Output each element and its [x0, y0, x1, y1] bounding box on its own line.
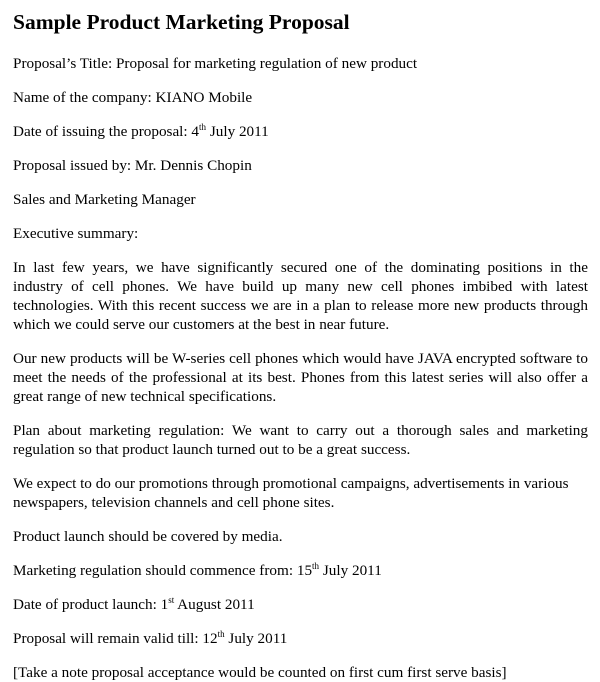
role-line: Sales and Marketing Manager — [13, 191, 196, 208]
issue-date-ordinal: th — [199, 122, 207, 132]
launch-date-line — [13, 595, 588, 614]
promotions-paragraph: We expect to do our promotions through promotional campaigns, advertisements in various newspapers, television channels and cell phone sites. — [13, 475, 569, 511]
document-title: Sample Product Marketing Proposal — [13, 10, 350, 34]
commence-date-ordinal: th — [312, 561, 320, 571]
proposal-title-line: Proposal’s Title: Proposal for marketing regulation of new product — [13, 55, 418, 72]
launch-date-ordinal: st — [168, 595, 175, 605]
valid-till-line — [13, 629, 588, 648]
issue-date-month-year: July 2011 — [206, 123, 269, 140]
media-line: Product launch should be covered by media. — [13, 528, 283, 545]
commence-date-month-year: July 2011 — [319, 562, 382, 579]
launch-date-month-year: August 2011 — [174, 596, 255, 613]
acceptance-note: [Take a note proposal acceptance would be counted on first cum first serve basis] — [13, 664, 507, 681]
issue-date-line — [13, 122, 588, 141]
valid-till-text: Proposal will remain valid till: 12 — [13, 630, 218, 647]
executive-summary-heading: Executive summary: — [13, 225, 139, 242]
launch-date-text: Date of product launch: 1 — [13, 596, 169, 613]
marketing-plan-paragraph: Plan about marketing regulation: We want to carry out a thorough sales and marketing regulation so that product launch turned out to be a great success. — [13, 422, 588, 458]
valid-till-ordinal: th — [217, 629, 225, 639]
summary-paragraph-2: Our new products will be W-series cell phones which would have JAVA encrypted software to meet the needs of the professional at its best. Phones from this latest series will also offer a great range of new technical specifications. — [13, 350, 588, 405]
company-name-line: Name of the company: KIANO Mobile — [13, 89, 253, 106]
summary-paragraph-1: In last few years, we have significantly secured one of the dominating positions in the industry of cell phones. We have build up many new cell phones imbibed with latest technologies. With this recent success we are in a plan to release more new products through which we could serve our customers at the best in near future. — [13, 259, 588, 333]
issued-by-line: Proposal issued by: Mr. Dennis Chopin — [13, 157, 252, 174]
commence-date-line — [13, 561, 588, 580]
issue-date-text: Date of issuing the proposal: 4 — [13, 123, 200, 140]
commence-date-text: Marketing regulation should commence from: 15 — [13, 562, 313, 579]
valid-till-month-year: July 2011 — [224, 630, 288, 647]
